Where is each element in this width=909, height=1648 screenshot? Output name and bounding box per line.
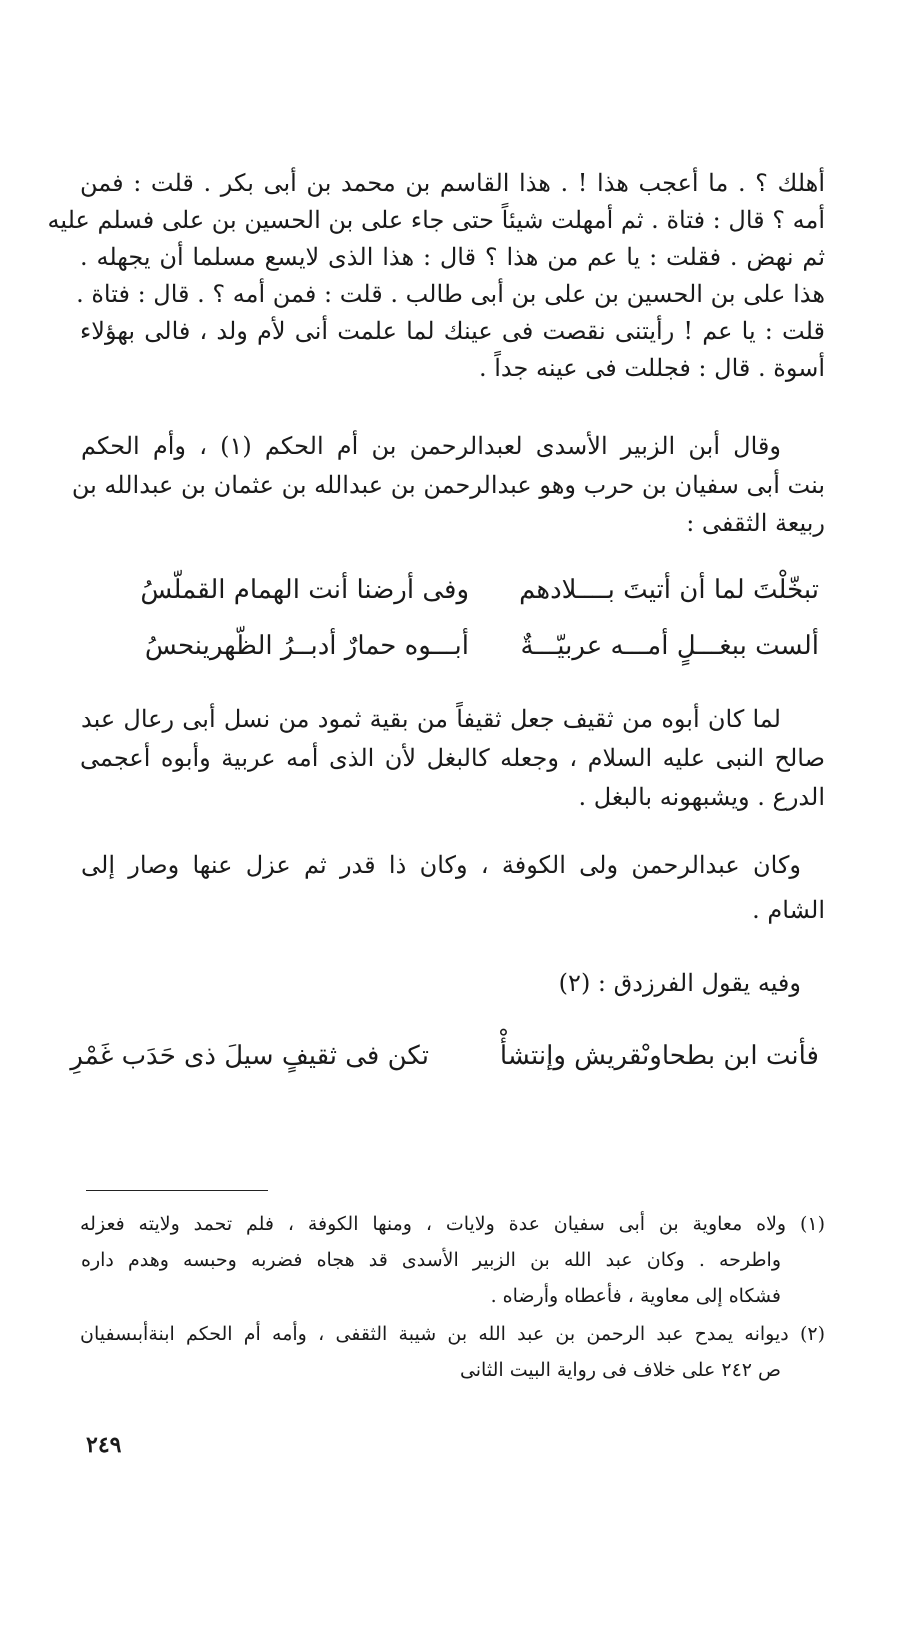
text-line: الدرع . ويشبهونه بالبغل . xyxy=(578,783,825,811)
text-line: هذا على بن الحسين بن على بن أبى طالب . قلت : فمن أمه ؟ . قال : فتاة . xyxy=(76,280,825,308)
text-line: بنت أبى سفيان بن حرب وهو عبدالرحمن بن عبدالله بن عثمان بن عبدالله بن xyxy=(71,471,825,499)
verse-hemistich: ألست ببغـــلٍ أمـــه عربيّـــةٌ xyxy=(520,631,819,661)
verse-hemistich: فأنت ابن بطحاوىْقريش وإنتشأْ xyxy=(499,1041,819,1071)
verse-hemistich: تكن فى ثقيفٍ سيلَ ذى حَدَب غَمْرِ xyxy=(70,1041,429,1071)
text-line: وقال أبن الزبير الأسدى لعبدالرحمن بن أم الحكم (١) ، وأم الحكم xyxy=(81,432,781,460)
text-line: أمه ؟ قال : فتاة . ثم أمهلت شيئاً حتى جاء على بن الحسين بن على فسلم عليه xyxy=(47,206,825,234)
footnote-line: (١) ولاه معاوية بن أبى سفيان عدة ولايات ، ومنها الكوفة ، فلم تحمد ولايته فعزله xyxy=(80,1213,825,1235)
text-line: صالح النبى عليه السلام ، وجعله كالبغل لأن الذى أمه عربية وأبوه أعجمى xyxy=(80,744,825,772)
text-line: أسوة . قال : فجللت فى عينه جداً . xyxy=(478,354,825,382)
text-line: ثم نهض . فقلت : يا عم من هذا ؟ قال : هذا الذى لايسع مسلما أن يجهله . xyxy=(80,243,825,271)
footnote-line: فشكاه إلى معاوية ، فأعطاه وأرضاه . xyxy=(490,1285,781,1307)
text-line: ربيعة الثقفى : xyxy=(686,509,825,537)
text-line: قلت : يا عم ! رأيتنى نقصت فى عينك لما علمت أنى لأم ولد ، فالى بهؤلاء xyxy=(80,317,825,345)
text-line: أهلك ؟ . ما أعجب هذا ! . هذا القاسم بن محمد بن أبى بكر . قلت : فمن xyxy=(80,169,826,197)
page-number: ٢٤٩ xyxy=(86,1432,122,1458)
text-line: وكان عبدالرحمن ولى الكوفة ، وكان ذا قدر ثم عزل عنها وصار إلى xyxy=(81,851,801,879)
verse-hemistich: تبخّلْتَ لما أن أتيتَ بــــلادهم xyxy=(519,575,819,605)
verse-hemistich: وفى أرضنا أنت الهمام القملّسُ xyxy=(140,575,469,605)
footnote-divider xyxy=(86,1190,268,1191)
text-line: لما كان أبوه من ثقيف جعل ثقيفاً من بقية ثمود من نسل أبى رعال عبد xyxy=(81,705,781,733)
footnote-line: واطرحه . وكان عبد الله بن الزبير الأسدى قد هجاه فضربه وحبسه وهدم داره xyxy=(81,1249,781,1271)
footnote-line: ص ٢٤٢ على خلاف فى رواية البيت الثانى xyxy=(459,1359,781,1381)
verse-hemistich: أبـــوه حمارٌ أدبــرُ الظّهرينحسُ xyxy=(144,631,469,661)
text-line: الشام . xyxy=(752,896,825,924)
paragraph-5: وفيه يقول الفرزدق : (٢) xyxy=(558,969,801,997)
footnote-line: (٢) ديوانه يمدح عبد الرحمن بن عبد الله بن شيبة الثقفى ، وأمه أم الحكم ابنةأبىسفيان xyxy=(80,1323,825,1345)
